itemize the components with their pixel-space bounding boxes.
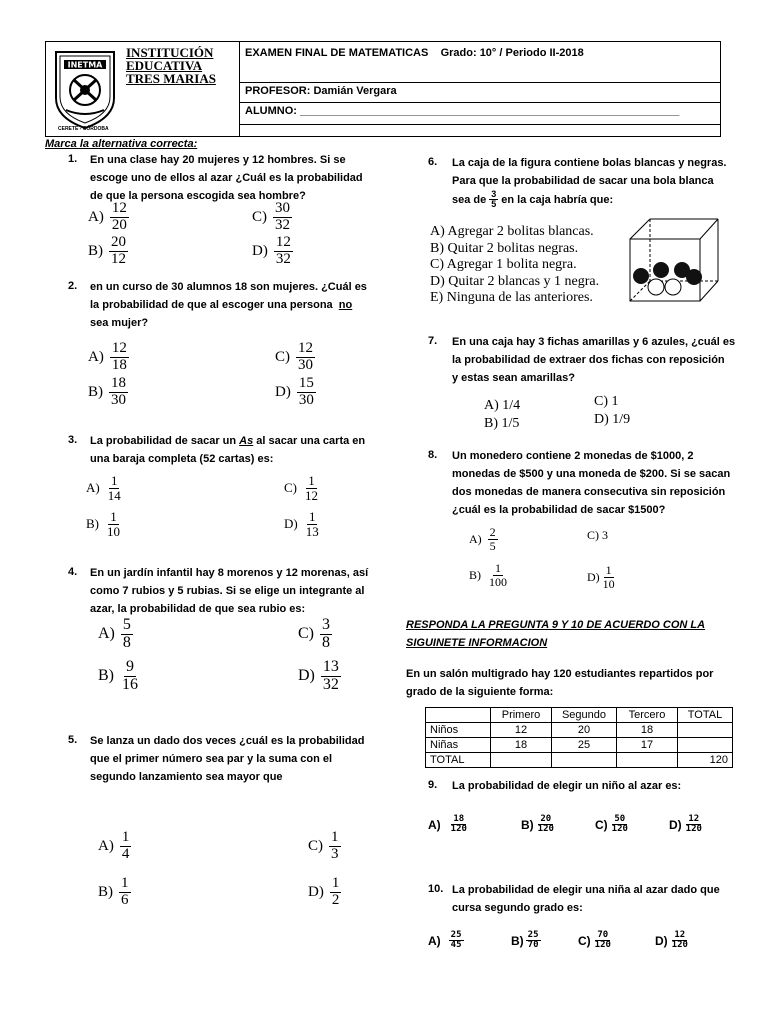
q5-text: Se lanza un dado dos veces ¿cuál es la probabilidad que el primer número sea par y la suma con el segundo lanzamiento sea mayor que xyxy=(90,735,365,783)
table-header: TOTAL xyxy=(678,708,733,723)
q3-option-d[interactable]: D) $\frac{1}{13}$ xyxy=(284,509,319,539)
professor-field: PROFESOR: Damián Vergara xyxy=(245,85,397,97)
q8-option-c[interactable]: C) 3 xyxy=(587,528,608,542)
q1-option-a[interactable]: A) $\frac{12}{20}$ xyxy=(88,200,127,233)
q5-option-a[interactable]: A) $\frac{1}{4}$ xyxy=(98,829,130,862)
q1-number: 1. xyxy=(68,153,78,165)
table-cell: 18 xyxy=(617,723,678,738)
q1-option-b[interactable]: B) $\frac{20}{12}$ xyxy=(88,234,126,267)
q6-option-b[interactable]: B) Quitar 2 bolitas negras. xyxy=(430,240,579,256)
instruction: Marca la alternativa correcta: xyxy=(45,138,198,150)
exam-header xyxy=(45,41,721,137)
table-cell: Niñas xyxy=(426,738,491,753)
q7-option-c[interactable]: C) 1 xyxy=(594,394,619,409)
q6-option-c[interactable]: C) Agregar 1 bolita negra. xyxy=(430,257,577,272)
q3-number: 3. xyxy=(68,434,78,446)
table-cell: 18 xyxy=(491,738,552,753)
q3-option-b[interactable]: B) $\frac{1}{10}$ xyxy=(86,509,120,539)
q10-option-c[interactable]: C) $\frac{70}{120}$ xyxy=(578,930,611,951)
q5-option-b[interactable]: B) $\frac{1}{6}$ xyxy=(98,875,129,908)
table-cell: 25 xyxy=(552,738,617,753)
institution-line: INSTITUCIÓN xyxy=(126,45,214,60)
logo-text: INETMA xyxy=(67,60,103,70)
q9-text: La probabilidad de elegir un niño al azar es: xyxy=(452,780,682,792)
q6-number: 6. xyxy=(428,156,438,168)
section-title: RESPONDA LA PREGUNTA 9 Y 10 DE ACUERDO CON LA SIGUINETE INFORMACION xyxy=(406,619,706,649)
q5-option-d[interactable]: D) $\frac{1}{2}$ xyxy=(308,875,340,908)
table-cell: 20 xyxy=(552,723,617,738)
table-cell: TOTAL xyxy=(426,753,491,768)
q4-option-d[interactable]: D) $\frac{13}{32}$ xyxy=(298,658,339,693)
q5-number: 5. xyxy=(68,734,78,746)
q8-option-b[interactable]: B) $\frac{1}{100}$ xyxy=(469,561,507,589)
table-header: Segundo xyxy=(552,708,617,723)
q2-option-c[interactable]: C) $\frac{12}{30}$ xyxy=(275,340,313,373)
q4-option-c[interactable]: C) $\frac{3}{8}$ xyxy=(298,616,330,651)
table-cell xyxy=(678,738,733,753)
school-logo xyxy=(52,48,118,132)
q2-option-a[interactable]: A) $\frac{12}{18}$ xyxy=(88,340,127,373)
table-cell: 17 xyxy=(617,738,678,753)
q10-option-a[interactable]: A) $\frac{25}{45}$ xyxy=(428,930,462,951)
q3-option-a[interactable]: A) $\frac{1}{14}$ xyxy=(86,473,121,503)
q8-text: Un monedero contiene 2 monedas de $1000, 2 monedas de $500 y una moneda de $200. Si se sacan dos monedas de manera consecutiva sin reposición ¿cuál es la probabilidad de sacar $1500? xyxy=(452,450,731,516)
exam-title: EXAMEN FINAL DE MATEMATICAS Grado: 10° / Periodo II-2018 xyxy=(245,47,584,59)
students-table xyxy=(425,707,733,768)
table-cell xyxy=(491,753,552,768)
q1-text: En una clase hay 20 mujeres y 12 hombres. Si se escoge uno de ellos al azar ¿Cuál es la probabilidad de que la persona escogida sea hombre? xyxy=(90,154,363,202)
q6-option-e[interactable]: E) Ninguna de las anteriores. xyxy=(430,290,593,305)
table-cell xyxy=(552,753,617,768)
q6-text-fraction-line: sea de $\frac{3}{5}$ en la caja habría que: xyxy=(452,189,614,210)
q4-number: 4. xyxy=(68,566,78,578)
student-field[interactable]: ALUMNO: ______________________________________________________________ xyxy=(245,105,680,117)
q6-options xyxy=(430,224,599,307)
table-cell: Niños xyxy=(426,723,491,738)
q3-option-c[interactable]: C) $\frac{1}{12}$ xyxy=(284,473,318,503)
q2-option-d[interactable]: D) $\frac{15}{30}$ xyxy=(275,375,314,408)
table-cell xyxy=(617,753,678,768)
q2-text: en un curso de 30 alumnos 18 son mujeres. ¿Cuál es la probabilidad de que al escoger una persona no sea mujer? xyxy=(90,281,367,329)
q1-option-c[interactable]: C) $\frac{30}{32}$ xyxy=(252,200,290,233)
ball-box-figure xyxy=(626,215,722,305)
institution-line: TRES MARIAS xyxy=(126,71,216,86)
q7-text: En una caja hay 3 fichas amarillas y 6 azules, ¿cuál es la probabilidad de extraer dos fichas con reposición y estas sean amarillas? xyxy=(452,336,736,384)
q8-option-d[interactable]: D) $\frac{1}{10}$ xyxy=(587,563,615,591)
grade-period: Grado: 10° / Periodo II-2018 xyxy=(440,47,584,59)
q6-option-a[interactable]: A) Agregar 2 bolitas blancas. xyxy=(430,224,594,239)
q10-option-b[interactable]: B) $\frac{25}{70}$ xyxy=(511,930,539,951)
table-row xyxy=(426,738,733,753)
q4-text: En un jardín infantil hay 8 morenos y 12 morenas, así como 7 rubios y 5 rubias. Si se elige un integrante al azar, la probabilidad de que sea rubio es: xyxy=(90,567,369,615)
q9-option-d[interactable]: D) $\frac{12}{120}$ xyxy=(669,814,702,835)
logo-caption: CERETE - CÓRDOBA xyxy=(58,126,109,132)
q6-option-d[interactable]: D) Quitar 2 blancas y 1 negra. xyxy=(430,273,600,289)
table-cell: 12 xyxy=(491,723,552,738)
section-info: En un salón multigrado hay 120 estudiantes repartidos por grado de la siguiente forma: xyxy=(406,668,714,698)
q2-option-b[interactable]: B) $\frac{18}{30}$ xyxy=(88,375,126,408)
q10-option-d[interactable]: D) $\frac{12}{120}$ xyxy=(655,930,688,951)
q10-number: 10. xyxy=(428,883,444,895)
table-header: Tercero xyxy=(617,708,678,723)
table-row xyxy=(426,753,733,768)
q5-option-c[interactable]: C) $\frac{1}{3}$ xyxy=(308,829,339,862)
q4-option-b[interactable]: B) $\frac{9}{16}$ xyxy=(98,658,138,693)
table-header: Primero xyxy=(491,708,552,723)
q4-option-a[interactable]: A) $\frac{5}{8}$ xyxy=(98,616,131,651)
institution-name xyxy=(126,46,216,85)
q10-text: La probabilidad de elegir una niña al azar dado que cursa segundo grado es: xyxy=(452,884,720,914)
q9-option-c[interactable]: C) $\frac{50}{120}$ xyxy=(595,814,628,835)
q7-option-a[interactable]: A) 1/4 xyxy=(484,398,521,413)
table-header-row xyxy=(426,708,733,723)
q7-option-d[interactable]: D) 1/9 xyxy=(594,412,631,427)
q1-option-d[interactable]: D) $\frac{12}{32}$ xyxy=(252,234,291,267)
institution-line: EDUCATIVA xyxy=(126,58,203,73)
q8-number: 8. xyxy=(428,449,438,461)
q9-option-b[interactable]: B) $\frac{20}{120}$ xyxy=(521,814,554,835)
q7-option-b[interactable]: B) 1/5 xyxy=(484,416,520,431)
q2-number: 2. xyxy=(68,280,78,292)
table-cell: 120 xyxy=(678,753,733,768)
table-row xyxy=(426,723,733,738)
table-header xyxy=(426,708,491,723)
table-cell xyxy=(678,723,733,738)
q8-option-a[interactable]: A) $\frac{2}{5}$ xyxy=(469,525,496,553)
q9-number: 9. xyxy=(428,779,438,791)
q3-text: La probabilidad de sacar un As al sacar una carta en una baraja completa (52 cartas) es: xyxy=(90,435,366,465)
q9-option-a[interactable]: A) $\frac{18}{120}$ xyxy=(428,814,467,835)
q7-number: 7. xyxy=(428,335,438,347)
q6-text: La caja de la figura contiene bolas blancas y negras. Para que la probabilidad de sacar una bola blanca xyxy=(452,157,727,187)
